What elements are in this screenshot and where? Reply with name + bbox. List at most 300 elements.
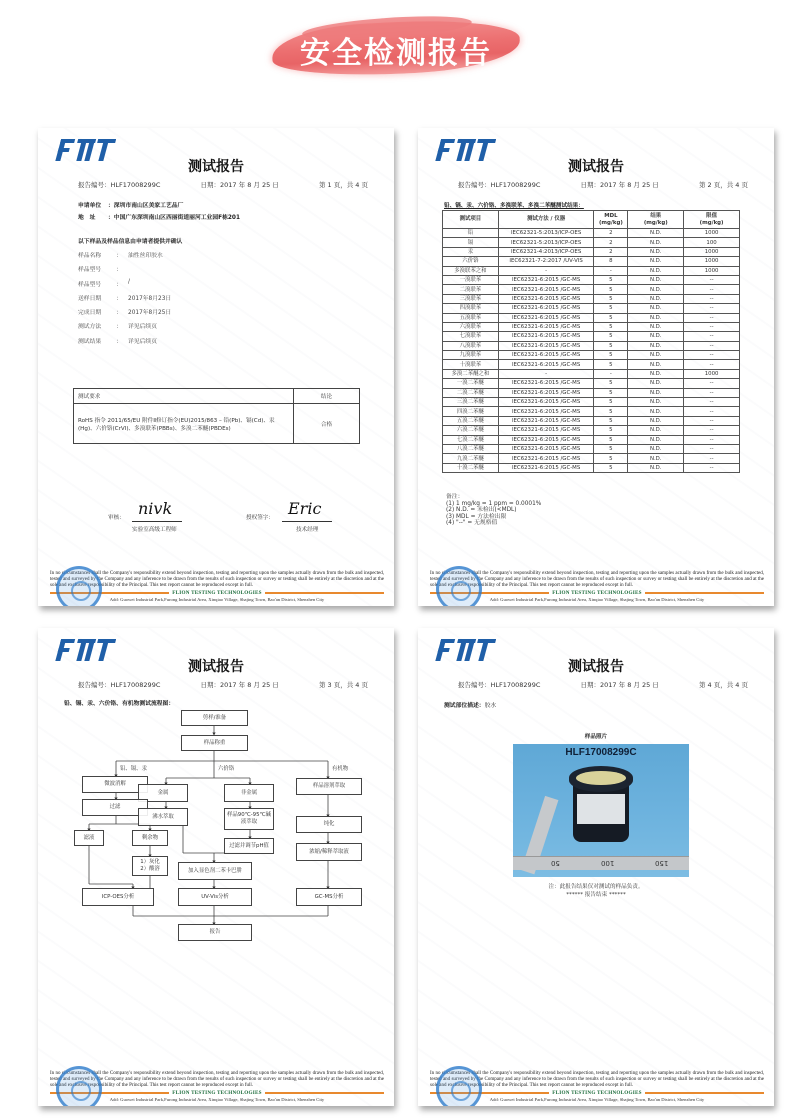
company-stamp-icon [56, 566, 102, 606]
table-cell: - [498, 266, 594, 275]
footer-address: Add: Guowei Industrial Park,Furong Industrial Area, Xinqiao Village, Shajing Town, Bao'an District, Shenzhen City [489, 597, 705, 602]
signer-role: 技术经理 [296, 527, 319, 533]
table-cell: -- [684, 444, 740, 453]
table-cell: IEC62321-6:2015 /GC-MS [498, 454, 594, 463]
glue-jar [569, 766, 633, 844]
table-cell: IEC62321-6:2015 /GC-MS [498, 304, 594, 313]
info-value: 油性丝印胶水 [128, 253, 163, 259]
table-cell: IEC62321-6:2015 /GC-MS [498, 275, 594, 284]
company-stamp-icon [436, 566, 482, 606]
table-cell: 5 [594, 304, 628, 313]
table-cell: IEC62321-6:2015 /GC-MS [498, 322, 594, 331]
table-row [74, 404, 360, 444]
table-cell: 5 [594, 313, 628, 322]
table-row [443, 444, 740, 453]
table-cell: -- [684, 379, 740, 388]
info-label: 样品型号 [78, 281, 102, 288]
company-stamp-icon [56, 1066, 102, 1106]
flow-node-metal: 金属 [138, 784, 188, 802]
banner [272, 16, 520, 78]
flow-branch-organic: 有机物 [332, 766, 349, 772]
table-cell: -- [684, 416, 740, 425]
banner-title: 安全检测报告 [300, 36, 492, 71]
footer-address: Add: Guowei Industrial Park,Furong Industrial Area, Xinqiao Village, Shajing Town, Bao'an District, Shenzhen City [109, 1097, 325, 1102]
column-header: 限值 (mg/kg) [684, 211, 740, 229]
table-cell: 二溴二苯醚 [443, 388, 499, 397]
flow-node-concentrate: 浓缩/稀释萃取液 [296, 843, 362, 861]
info-label: 样品型号 [78, 267, 102, 274]
flow-node-boil: 沸水萃取 [138, 808, 188, 826]
table-cell: 五溴联苯 [443, 313, 499, 322]
jar-paste [576, 771, 626, 785]
signer-signature [246, 499, 322, 533]
flow-branch-chromium: 六价铬 [218, 766, 235, 772]
column-header: 结果 (mg/kg) [628, 211, 684, 229]
table-cell: -- [684, 426, 740, 435]
table-cell: 5 [594, 435, 628, 444]
approver-label: 审核： [108, 515, 125, 521]
table-cell: 五溴二苯醚 [443, 416, 499, 425]
table-cell: IEC62321-6:2015 /GC-MS [498, 407, 594, 416]
table-cell: 1000 [684, 369, 740, 378]
report-number: 报告编号：HLF17008299C [78, 181, 161, 189]
flow-node-digest: 微波消解 [82, 776, 148, 793]
table-cell: IEC62321-6:2015 /GC-MS [498, 360, 594, 369]
info-separator: ： [116, 253, 122, 259]
test-flowchart [38, 628, 394, 1106]
doc-title: 测试报告 [568, 659, 624, 675]
flow-node-icp: ICP-OES分析 [82, 888, 154, 906]
part-desc-value: 胶水 [484, 703, 497, 709]
table-cell: 六价铬 [443, 257, 499, 266]
table-cell: N.D. [628, 379, 684, 388]
doc-title: 测试报告 [188, 159, 244, 175]
flow-node-purify: 纯化 [296, 816, 362, 833]
table-cell: 5 [594, 379, 628, 388]
footer-company: FLION TESTING TECHNOLOGIES [552, 590, 642, 596]
table-cell: IEC62321-6:2015 /GC-MS [498, 416, 594, 425]
report-meta [78, 180, 368, 189]
table-cell: - [594, 266, 628, 275]
footer-company: FLION TESTING TECHNOLOGIES [172, 590, 262, 596]
divider [645, 592, 764, 594]
table-cell: 100 [684, 238, 740, 247]
flow-node-dye: 加入显色剂二苯卡巴肼 [178, 862, 252, 880]
table-cell: N.D. [628, 407, 684, 416]
flow-node-filtrate: 滤液 [74, 830, 104, 846]
info-separator: ： [116, 338, 122, 345]
sample-info-row [78, 307, 171, 321]
jar-label [577, 794, 625, 824]
note-line: (3) MDL = 方法检出限 [446, 513, 507, 520]
table-cell: -- [684, 463, 740, 472]
table-cell: IEC62321-6:2015 /GC-MS [498, 435, 594, 444]
table-cell: 5 [594, 322, 628, 331]
table-row [443, 416, 740, 425]
table-row [443, 379, 740, 388]
table-cell: N.D. [628, 266, 684, 275]
flow-node-ashing: 1）灰化 2）酸溶 [132, 856, 168, 876]
flow-node-filter: 过滤 [82, 799, 148, 816]
note-line: (1) 1 mg/kg = 1 ppm = 0.0001% [446, 500, 542, 507]
applicant-value: ：深圳市南山区美家工艺品厂 [108, 203, 184, 209]
flow-node-gc: GC-MS分析 [296, 888, 362, 906]
table-cell: IEC62321-5:2013/ICP-OES [498, 229, 594, 238]
requirement-table [73, 388, 360, 444]
table-cell: 5 [594, 285, 628, 294]
sample-info-row [78, 293, 171, 307]
table-cell: 5 [594, 407, 628, 416]
table-cell: 5 [594, 416, 628, 425]
report-date: 日期：2017 年 8 月 25 日 [200, 181, 279, 189]
table-cell: N.D. [628, 398, 684, 407]
ruler-horizontal [513, 856, 689, 870]
header-requirement: 测试要求 [74, 389, 294, 404]
table-row [443, 332, 740, 341]
report-number: 报告编号：HLF17008299C [458, 681, 541, 689]
footer-disclaimer: In no circumstances shall the Company's responsibility extend beyond inspection, testing and reporting upon the samples actually drawn from the bulk and inspected, tested and surveyed by the Company and any inference to be drawn from the results of such inspection or survey or testing shall be entirely at the discretion and at the sole and exclusive responsibility of the Principal. This test report cannot be reproduced except in full. [430, 1071, 764, 1088]
table-cell: 九溴联苯 [443, 351, 499, 360]
info-label: 测试方法 [78, 324, 102, 331]
table-cell: 1000 [684, 229, 740, 238]
footer-address: Add: Guowei Industrial Park,Furong Industrial Area, Xinqiao Village, Shajing Town, Bao'an District, Shenzhen City [489, 1097, 705, 1102]
info-separator: ： [116, 295, 122, 302]
table-cell: 六溴联苯 [443, 322, 499, 331]
flowchart-title: 铅、镉、汞、六价铬、有机物测试流程图： [64, 701, 175, 707]
table-cell: 铅 [443, 229, 499, 238]
table-row [443, 435, 740, 444]
part-description [444, 700, 496, 709]
column-header: 测试方法 / 仪器 [498, 211, 594, 229]
footer-disclaimer: In no circumstances shall the Company's responsibility extend beyond inspection, testing and reporting upon the samples actually drawn from the bulk and inspected, tested and surveyed by the Company and any inference to be drawn from the results of such inspection or survey or testing shall be entirely at the discretion and at the sole and exclusive responsibility of the Principal. This test report cannot be reproduced except in full. [430, 571, 764, 588]
table-cell: 二溴联苯 [443, 285, 499, 294]
table-cell: N.D. [628, 463, 684, 472]
results-table [442, 210, 740, 473]
table-cell: N.D. [628, 238, 684, 247]
address-label: 地 址 [78, 215, 96, 221]
table-row [443, 454, 740, 463]
table-row [443, 266, 740, 275]
table-cell: 1000 [684, 257, 740, 266]
table-cell: 八溴二苯醚 [443, 444, 499, 453]
table-cell: -- [684, 332, 740, 341]
results-table-title: 铅、镉、汞、六价铬、多溴联苯、多溴二苯醚测试结果： [444, 203, 584, 209]
applicant-label: 申请单位 [78, 203, 102, 209]
table-cell: 多溴联苯之和 [443, 266, 499, 275]
table-row [443, 247, 740, 256]
info-label: 测试结果 [78, 338, 102, 345]
flow-node-solvent: 样品溶剂萃取 [296, 778, 362, 795]
table-header-row [74, 389, 360, 404]
table-cell: 三溴联苯 [443, 294, 499, 303]
info-value: 2017年8月23日 [128, 295, 172, 302]
applicant-block [78, 200, 240, 224]
table-row [443, 341, 740, 350]
flow-node-ph: 过滤并调节pH值 [224, 838, 274, 854]
note-line: 注：此报告结果仅对测试的样品负责。 [548, 884, 644, 890]
signature-line [282, 521, 332, 522]
table-cell: - [594, 369, 628, 378]
flow-node-residue: 剩余物 [132, 830, 168, 846]
sample-photo [513, 744, 689, 877]
report-page-3 [38, 628, 394, 1106]
note-line: (2) N.D. = 未检出(<MDL) [446, 507, 517, 514]
table-cell: N.D. [628, 247, 684, 256]
table-row [443, 257, 740, 266]
table-cell: N.D. [628, 360, 684, 369]
table-cell: 5 [594, 426, 628, 435]
flow-node-nonmetal: 非金属 [224, 784, 274, 802]
table-cell: 汞 [443, 247, 499, 256]
table-cell: 一溴联苯 [443, 275, 499, 284]
flow-node-weigh: 样品称重 [181, 735, 248, 751]
table-cell: N.D. [628, 304, 684, 313]
table-cell: -- [684, 285, 740, 294]
info-label: 样品名称 [78, 253, 102, 259]
table-cell: 5 [594, 351, 628, 360]
table-row [443, 426, 740, 435]
address-value: ：中国广东深圳南山区西丽街道丽河工业园F栋201 [108, 215, 240, 221]
table-cell: -- [684, 351, 740, 360]
column-header: MDL (mg/kg) [594, 211, 628, 229]
flow-branch-metals: 铅、镉、汞 [120, 766, 147, 772]
table-cell: 三溴二苯醚 [443, 398, 499, 407]
flow-node-report: 报告 [178, 924, 252, 941]
report-number: 报告编号：HLF17008299C [458, 181, 541, 189]
table-cell: 十溴二苯醚 [443, 463, 499, 472]
report-number: 报告编号：HLF17008299C [78, 681, 161, 689]
table-cell: 2 [594, 238, 628, 247]
info-value: 2017年8月25日 [128, 310, 172, 317]
table-row [443, 313, 740, 322]
table-cell: 8 [594, 257, 628, 266]
table-cell: 四溴联苯 [443, 304, 499, 313]
table-cell: N.D. [628, 257, 684, 266]
table-cell: N.D. [628, 322, 684, 331]
table-row [443, 294, 740, 303]
table-cell: -- [684, 322, 740, 331]
table-cell: N.D. [628, 285, 684, 294]
table-cell: 5 [594, 294, 628, 303]
sample-info-list [78, 250, 171, 350]
flow-node-alkaline: 样品90℃-95℃碱液萃取 [224, 808, 274, 830]
confirm-text: 以下样品及样品信息由申请者提供并确认 [78, 239, 183, 245]
table-cell: IEC62321-6:2015 /GC-MS [498, 285, 594, 294]
table-cell: 5 [594, 463, 628, 472]
table-cell: 2 [594, 247, 628, 256]
divider [265, 1092, 384, 1094]
table-cell: - [498, 369, 594, 378]
divider [265, 592, 384, 594]
table-cell: -- [684, 407, 740, 416]
table-cell: -- [684, 454, 740, 463]
table-cell: 七溴二苯醚 [443, 435, 499, 444]
photo-note [418, 883, 774, 899]
info-separator: ： [116, 324, 122, 331]
table-cell: IEC62321-6:2015 /GC-MS [498, 398, 594, 407]
table-cell: 1000 [684, 266, 740, 275]
results-table-body [443, 229, 740, 473]
table-cell: 四溴二苯醚 [443, 407, 499, 416]
notes [446, 494, 541, 527]
table-cell: 六溴二苯醚 [443, 426, 499, 435]
table-cell: N.D. [628, 454, 684, 463]
page-number: 第 3 页，共 4 页 [318, 681, 368, 689]
table-cell: N.D. [628, 388, 684, 397]
table-row [443, 285, 740, 294]
table-cell: 5 [594, 275, 628, 284]
note-line: 备注： [446, 494, 464, 500]
table-cell: -- [684, 388, 740, 397]
report-page-4 [418, 628, 774, 1106]
table-row [443, 275, 740, 284]
table-cell: IEC62321-6:2015 /GC-MS [498, 444, 594, 453]
table-row [443, 322, 740, 331]
doc-title: 测试报告 [568, 159, 624, 175]
report-meta [458, 180, 748, 189]
requirement-text: RoHS 指令 2011/65/EU 附件Ⅱ修订指令(EU)2015/863 – 铅(Pb)、镉(Cd)、汞(Hg)、六价铬(CrVI)、多溴联苯(PBBs)、多溴二苯醚(PBDEs) [74, 404, 294, 444]
table-row [443, 351, 740, 360]
photo-label: 样品照片 [584, 734, 608, 740]
table-cell: 5 [594, 398, 628, 407]
table-cell: 5 [594, 360, 628, 369]
table-cell: 镉 [443, 238, 499, 247]
end-of-report: ****** 报告结束 ****** [566, 892, 626, 898]
sample-info-row [78, 279, 171, 293]
signer-sig: Eric [288, 499, 322, 518]
photo-sample-id: HLF17008299C [565, 747, 637, 758]
table-cell: -- [684, 313, 740, 322]
table-cell: N.D. [628, 416, 684, 425]
table-cell: 九溴二苯醚 [443, 454, 499, 463]
table-cell: IEC62321-7-2:2017 /UV-VIS [498, 257, 594, 266]
report-date: 日期：2017 年 8 月 25 日 [580, 681, 659, 689]
footer-disclaimer: In no circumstances shall the Company's responsibility extend beyond inspection, testing and reporting upon the samples actually drawn from the bulk and inspected, tested and surveyed by the Company and any inference to be drawn from the results of such inspection or survey or testing shall be entirely at the discretion and at the sole and exclusive responsibility of the Principal. This test report cannot be reproduced except in full. [50, 1071, 384, 1088]
table-cell: -- [684, 275, 740, 284]
table-cell: -- [684, 435, 740, 444]
table-cell: 5 [594, 388, 628, 397]
table-cell: N.D. [628, 313, 684, 322]
info-value: 详见后续页 [128, 338, 157, 345]
table-cell: IEC62321-6:2015 /GC-MS [498, 313, 594, 322]
table-row [443, 369, 740, 378]
table-cell: IEC62321-6:2015 /GC-MS [498, 426, 594, 435]
page-number: 第 4 页，共 4 页 [698, 681, 748, 689]
footer-address: Add: Guowei Industrial Park,Furong Industrial Area, Xinqiao Village, Shajing Town, Bao'an District, Shenzhen City [109, 597, 325, 602]
sample-info-row [78, 336, 171, 350]
table-cell: -- [684, 294, 740, 303]
page-number: 第 2 页，共 4 页 [698, 181, 748, 189]
table-cell: IEC62321-6:2015 /GC-MS [498, 332, 594, 341]
table-cell: 一溴二苯醚 [443, 379, 499, 388]
signer-label: 授权签字： [246, 515, 274, 521]
footer-company: FLION TESTING TECHNOLOGIES [552, 1090, 642, 1096]
report-page-2 [418, 128, 774, 606]
table-cell: 八溴联苯 [443, 341, 499, 350]
table-cell: 5 [594, 444, 628, 453]
table-cell: N.D. [628, 435, 684, 444]
table-cell: IEC62321-6:2015 /GC-MS [498, 341, 594, 350]
approver-sig: nivk [138, 499, 173, 518]
report-date: 日期：2017 年 8 月 25 日 [580, 181, 659, 189]
approver-role: 实验室高级工程师 [132, 527, 177, 533]
table-cell: N.D. [628, 444, 684, 453]
table-cell: -- [684, 304, 740, 313]
table-row [443, 238, 740, 247]
table-cell: IEC62321-6:2015 /GC-MS [498, 294, 594, 303]
ruler-mark: 150 [655, 859, 669, 867]
table-row [443, 463, 740, 472]
part-desc-label: 测试部位描述： [444, 703, 485, 709]
table-cell: 1000 [684, 247, 740, 256]
table-row [443, 360, 740, 369]
table-cell: N.D. [628, 426, 684, 435]
table-cell: N.D. [628, 351, 684, 360]
table-row [443, 398, 740, 407]
conclusion-value: 合格 [294, 404, 360, 444]
column-header: 测试项目 [443, 211, 499, 229]
ruler-mark: 50 [551, 859, 560, 867]
info-value: 详见后续页 [128, 324, 157, 331]
table-cell: IEC62321-5:2013/ICP-OES [498, 238, 594, 247]
info-separator: ： [116, 267, 122, 274]
info-label: 送样日期 [78, 295, 102, 302]
sample-info-row [78, 264, 171, 278]
table-cell: 5 [594, 341, 628, 350]
flow-node-prep: 剪样/准备 [181, 710, 248, 726]
report-page-1 [38, 128, 394, 606]
footer-disclaimer: In no circumstances shall the Company's responsibility extend beyond inspection, testing and reporting upon the samples actually drawn from the bulk and inspected, tested and surveyed by the Company and any inference to be drawn from the results of such inspection or survey or testing shall be entirely at the discretion and at the sole and exclusive responsibility of the Principal. This test report cannot be reproduced except in full. [50, 571, 384, 588]
doc-title: 测试报告 [188, 659, 244, 675]
table-cell: -- [684, 398, 740, 407]
table-cell: N.D. [628, 229, 684, 238]
table-cell: 多溴二苯醚之和 [443, 369, 499, 378]
table-cell: N.D. [628, 332, 684, 341]
company-stamp-icon [436, 1066, 482, 1106]
table-cell: N.D. [628, 341, 684, 350]
table-row [443, 304, 740, 313]
sample-info-row [78, 321, 171, 335]
table-cell: 十溴联苯 [443, 360, 499, 369]
report-meta [458, 680, 748, 689]
table-header-row [443, 211, 740, 229]
table-cell: -- [684, 360, 740, 369]
table-cell: IEC62321-6:2015 /GC-MS [498, 379, 594, 388]
ruler-mark: 100 [601, 859, 615, 867]
info-label: 完成日期 [78, 310, 102, 317]
info-separator: ： [116, 310, 122, 317]
table-cell: 5 [594, 332, 628, 341]
info-value: / [128, 278, 130, 285]
table-cell: 七溴联苯 [443, 332, 499, 341]
signature-line [132, 521, 182, 522]
table-cell: N.D. [628, 275, 684, 284]
info-separator: ： [116, 281, 122, 288]
table-cell: IEC62321-6:2015 /GC-MS [498, 388, 594, 397]
table-cell: -- [684, 341, 740, 350]
table-row [443, 229, 740, 238]
divider [645, 1092, 764, 1094]
flow-node-uv: UV-Vis分析 [178, 888, 252, 906]
note-line: (4) "--" = 无规格值 [446, 520, 498, 527]
table-cell: 2 [594, 229, 628, 238]
table-cell: IEC62321-6:2015 /GC-MS [498, 351, 594, 360]
table-cell: N.D. [628, 369, 684, 378]
header-conclusion: 结论 [294, 389, 360, 404]
table-cell: N.D. [628, 294, 684, 303]
table-row [443, 388, 740, 397]
sample-info-row [78, 250, 171, 264]
